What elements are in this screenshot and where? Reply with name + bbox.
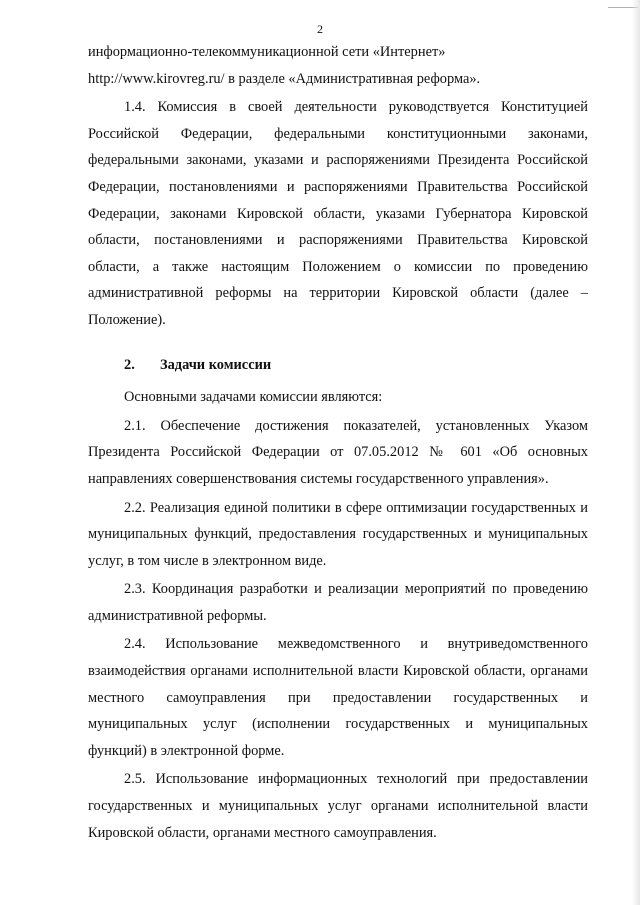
intro-line-2: http://www.kirovreg.ru/ в разделе «Административная реформа». — [88, 70, 481, 87]
task-item-2-5: 2.5. Использование информационных технологий при предоставлении государственных и муниципальных услуг органами исполнительной власти Кировской области, органами местного самоуправления. — [88, 771, 588, 841]
task-item-2-3: 2.3. Координация разработки и реализации мероприятий по проведению административной реформы. — [88, 581, 588, 624]
task-item-2-4: 2.4. Использование межведомственного и внутриведомственного взаимодействия органами исполнительной власти Кировской области, органами местного самоуправления при предоставлении государственных и муниципальных услуг (исполнении государственных и муниципальных функций) в электронной форме. — [88, 636, 588, 759]
scan-edge-shadow — [632, 0, 640, 905]
task-item-2-1: 2.1. Обеспечение достижения показателей, установленных Указом Президента Российской Федерации от 07.05.2012 № 601 «Об основных направлениях совершенствования системы государственного управления». — [88, 417, 588, 487]
section-lead: Основными задачами комиссии являются: — [124, 389, 383, 406]
section-title: Задачи комиссии — [160, 356, 272, 373]
document-body — [88, 39, 588, 846]
page-number: 2 — [317, 22, 323, 36]
section-heading — [88, 352, 588, 379]
intro-line-1: информационно-телекоммуникационной сети «Интернет» — [88, 44, 446, 60]
paragraph-1-4: 1.4. Комиссия в своей деятельности руководствуется Конституцией Российской Федерации, федеральными конституционными законами, федеральными законами, указами и распоряжениями Президента Российской Федерации, постановлениями и распоряжениями Правительства Российской Федерации, законами Кировской области, указами Губернатора Кировской области, постановлениями и распоряжениями Правительства Кировской области, а также настоящим Положением о комиссии по проведению административной реформы на территории Кировской области (далее – Положение). — [88, 99, 588, 328]
section-number: 2. — [124, 356, 135, 373]
task-item-2-2: 2.2. Реализация единой политики в сфере оптимизации государственных и муниципальных функций, предоставления государственных и муниципальных услуг, в том числе в электронном виде. — [88, 499, 588, 569]
